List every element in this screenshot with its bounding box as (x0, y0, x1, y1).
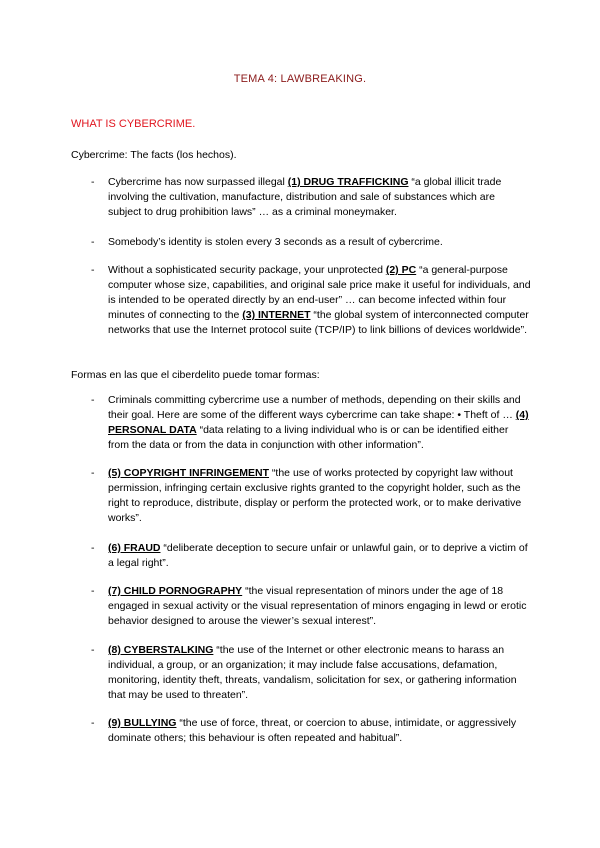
glossary-term: (1) DRUG TRAFFICKING (287, 176, 409, 188)
bullet-dash: - (91, 264, 95, 276)
list-item: - (9) BULLYING “the use of force, threat, or coercion to abuse, intimidate, or aggressively dominate others; this behaviour is often repeated and habitual”. (91, 717, 517, 744)
bullet-dash: - (91, 542, 95, 554)
forms-intro-paragraph: Formas en las que el ciberdelito puede tomar formas: (71, 369, 320, 381)
bullet-dash: - (91, 717, 95, 729)
list-item: - Cybercrime has now surpassed illegal (1) DRUG TRAFFICKING “a global illicit trade involving the cultivation, manufacture, distribution and sale of substances which are subject to drug prohibition laws” … as a criminal moneymaker. (91, 176, 502, 218)
list-item: - (7) CHILD PORNOGRAPHY “the visual representation of minors under the age of 18 engaged in sexual activity or the visual representation of minors engaging in lewd or erotic behavior designed to arouse the viewer’s sexual interest”. (91, 585, 527, 627)
list-item: - Criminals committing cybercrime use a number of methods, depending on their skills and their goal. Here are some of the different ways cybercrime can take shape: • Theft of … (4) PERSONAL DATA “data relating to a living individual who is or can be identified either from the data or from the data in conjunction with other information”. (91, 394, 529, 451)
glossary-term: (2) PC (385, 264, 417, 276)
list-item: - (6) FRAUD “deliberate deception to secure unfair or unlawful gain, or to deprive a victim of a legal right”. (91, 542, 528, 569)
bullet-dash: - (91, 585, 95, 597)
glossary-term: (7) CHILD PORNOGRAPHY (108, 585, 243, 597)
page-title: TEMA 4: LAWBREAKING. (233, 73, 367, 85)
glossary-term: (6) FRAUD (108, 542, 161, 554)
section-heading: WHAT IS CYBERCRIME. (71, 118, 196, 130)
bullet-dash: - (91, 394, 95, 406)
intro-paragraph: Cybercrime: The facts (los hechos). (71, 149, 237, 161)
bullet-dash: - (91, 467, 95, 479)
list-item: - Somebody’s identity is stolen every 3 seconds as a result of cybercrime. (91, 236, 443, 248)
bullet-dash: - (91, 176, 95, 188)
glossary-term: (8) CYBERSTALKING (108, 644, 214, 656)
bullet-dash: - (91, 644, 95, 656)
list-item: - Without a sophisticated security package, your unprotected (2) PC “a general-purpose computer whose size, capabilities, and original sale price make it useful for individuals, and is intended to be operated directly by an end-user” … can become infected within four minutes of connecting to the (3) INTERNET “the global system of interconnected computer networks that use the Internet protocol suite (TCP/IP) to link billions of devices worldwide”. (91, 264, 531, 336)
glossary-term: (3) INTERNET (242, 309, 311, 321)
glossary-term: (4) PERSONAL DATA (108, 409, 529, 436)
list-item: - (5) COPYRIGHT INFRINGEMENT “the use of works protected by copyright law without permission, infringing certain exclusive rights granted to the copyright holder, such as the right to reproduce, distribute, display or perform the protected work, or to make derivative works”. (91, 467, 522, 524)
bullet-dash: - (91, 236, 95, 248)
glossary-term: (5) COPYRIGHT INFRINGEMENT (108, 467, 270, 479)
list-item: - (8) CYBERSTALKING “the use of the Internet or other electronic means to harass an individual, a group, or an organization; it may include false accusations, defamation, monitoring, identity theft, threats, vandalism, solicitation for sex, or gathering information that may be used to threaten”. (91, 644, 517, 701)
glossary-term: (9) BULLYING (108, 717, 177, 729)
